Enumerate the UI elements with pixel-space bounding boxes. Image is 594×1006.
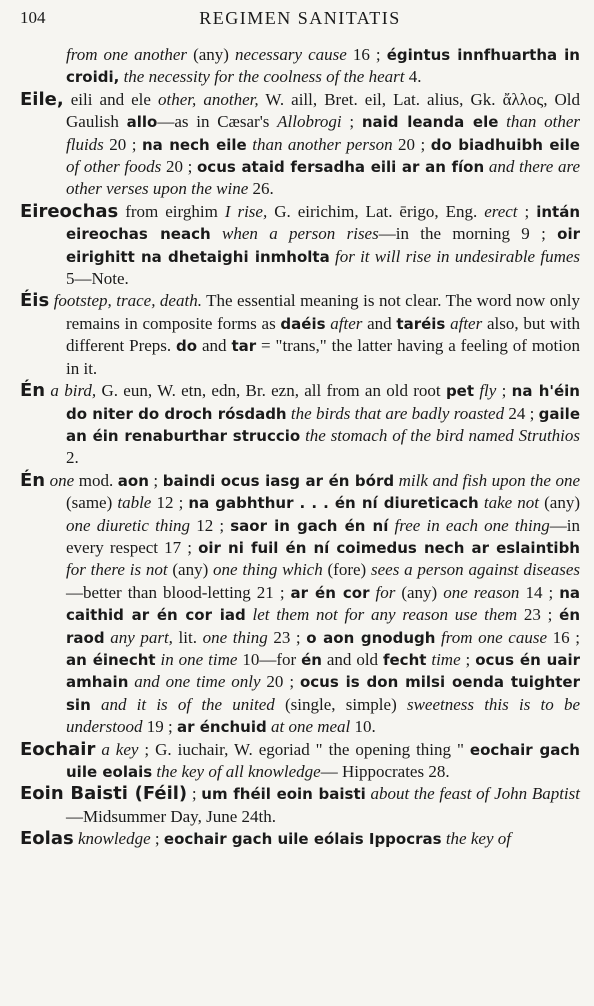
translation: Allobrogi	[277, 112, 342, 132]
running-title: REGIMEN SANITATIS	[199, 8, 401, 28]
text: 24 ;	[504, 403, 539, 423]
text: from	[118, 201, 166, 221]
translation: take not	[483, 493, 540, 513]
text: 10.	[350, 717, 376, 737]
glossary-entries	[20, 44, 580, 851]
text: eirghim	[165, 201, 218, 221]
text: (any)	[539, 493, 580, 513]
translation: for there is not	[66, 560, 168, 580]
translation: when a person rises	[221, 224, 379, 244]
text: and	[197, 336, 232, 356]
translation: for	[375, 582, 396, 602]
text: (any)	[167, 560, 214, 580]
text: 16 ;	[547, 627, 580, 647]
text: 19 ;	[142, 717, 177, 737]
text: ;	[517, 201, 537, 221]
text: ;	[496, 381, 512, 401]
text: G. eirichim, Lat. ērigo, Eng.	[267, 201, 485, 221]
text	[91, 695, 101, 714]
translation: at one meal	[270, 717, 351, 737]
irish-text: na gabhthur . . . én ní diureticach	[188, 494, 479, 513]
translation: and it is of the united	[100, 694, 275, 714]
irish-text: daéis	[280, 314, 326, 333]
text: 12 ;	[190, 515, 231, 535]
irish-text: um fhéil eoin baisti	[201, 785, 366, 804]
irish-text: do	[176, 337, 198, 356]
irish-text: ocus én uair amhain	[66, 650, 580, 692]
translation: the key of	[445, 829, 511, 849]
headword: Éis	[20, 290, 50, 312]
text: 2.	[66, 448, 79, 468]
headword: Eochair	[20, 738, 96, 760]
entry-eochair	[20, 739, 580, 784]
text	[218, 202, 225, 221]
text: also, but with different Preps.	[66, 313, 581, 356]
text: 20 ;	[392, 134, 431, 154]
translation: milk and fish upon the one	[398, 470, 581, 490]
entry-eireochas	[20, 201, 580, 291]
text: ;	[187, 784, 202, 804]
text: G. eun, W. etn, edn, Br. ezn, all from an old root	[96, 381, 446, 401]
irish-text: saor in gach én ní	[230, 516, 389, 535]
headword: Eoin Baisti (Féil)	[20, 783, 188, 805]
page-number: 104	[20, 8, 46, 27]
translation: in one time	[160, 649, 238, 669]
translation: and there are other verses upon the wine	[66, 157, 580, 199]
text: 20 ;	[161, 157, 197, 177]
text: ;	[341, 112, 362, 132]
irish-text: pet	[445, 382, 475, 401]
translation: the key of all knowledge	[156, 762, 321, 781]
entry-eile	[20, 89, 580, 201]
irish-text: an éinecht	[66, 650, 156, 669]
irish-text: oir ni fuil én ní coimedus nech ar eslaintibh	[198, 538, 580, 557]
translation: time	[431, 649, 461, 669]
translation: than another person	[252, 134, 393, 154]
translation: about the feast of John Baptist	[370, 784, 580, 804]
irish-text: na caithid ar én cor iad	[66, 583, 580, 625]
text: —better than blood-letting 21 ;	[66, 582, 291, 602]
text: and old	[321, 649, 383, 669]
translation: knowledge	[77, 829, 151, 849]
text: 20 ;	[260, 672, 300, 692]
text: 26.	[248, 179, 274, 199]
headword: Eile,	[20, 88, 64, 110]
translation: I rise,	[224, 201, 268, 221]
text: lit.	[172, 627, 203, 647]
text: —Midsummer Day, June 24th.	[66, 806, 276, 826]
translation: one thing which	[213, 560, 323, 580]
translation: for it will rise in undesirable fumes	[334, 246, 581, 266]
translation: after	[450, 313, 483, 333]
irish-text: tar	[231, 337, 257, 356]
text: ;	[460, 649, 476, 669]
translation: the birds that are badly roasted	[290, 403, 505, 423]
headword: Eireochas	[20, 200, 119, 222]
text: 14 ;	[519, 582, 560, 602]
translation: a bird,	[50, 381, 97, 401]
translation: footstep, trace, death.	[53, 291, 202, 311]
headword: Eolas	[20, 828, 74, 850]
irish-text: fecht	[382, 650, 427, 669]
translation: after	[330, 313, 363, 333]
irish-text: do biadhuibh eile	[430, 135, 580, 154]
translation: one	[49, 470, 75, 490]
text: 20 ;	[103, 134, 142, 154]
irish-text: intán eireochas neach	[66, 202, 581, 244]
irish-text: én raod	[66, 606, 581, 647]
entry-continuation	[20, 44, 580, 89]
text: 5—Note.	[66, 269, 129, 289]
entry-eolas	[20, 828, 580, 850]
irish-text: o aon gnodugh	[306, 628, 436, 647]
translation: one thing	[202, 627, 268, 647]
irish-text: na nech eile	[141, 135, 247, 154]
irish-text: ar én cor	[290, 583, 370, 602]
text: — Hippocrates 28.	[320, 762, 450, 781]
irish-text: gaile an éin renaburthar struccio	[66, 404, 580, 445]
entry-en-bird	[20, 380, 580, 470]
translation: a key	[101, 739, 139, 759]
entry-en-one	[20, 470, 580, 739]
text: (any)	[187, 45, 236, 64]
text: —in the morning 9 ;	[378, 224, 558, 244]
translation: sees a person against diseases	[371, 560, 580, 580]
headword: Én	[20, 380, 46, 402]
translation: one reason	[443, 582, 520, 602]
irish-text: naid leanda ele	[361, 113, 499, 132]
translation: one diuretic thing	[66, 515, 191, 535]
translation: sweetness this is to be understood	[66, 694, 581, 737]
text: The essential meaning is not clear. The word now only remains in composite forms as	[66, 291, 581, 333]
text: 4.	[404, 67, 422, 87]
text: 23 ;	[517, 605, 560, 625]
text	[211, 224, 222, 243]
irish-text: aon	[117, 471, 149, 490]
translation: and one time only	[134, 672, 261, 692]
translation: from one another	[66, 45, 188, 64]
translation: other, another,	[158, 89, 259, 109]
text: ; G. iuchair, W. egoriad " the opening thing "	[138, 739, 470, 759]
irish-text: na h'éin do niter do droch rósdadh	[66, 382, 580, 423]
irish-text: eochair gach uile eólais Ippocras	[163, 830, 442, 849]
translation: let them not for any reason use them	[252, 605, 518, 625]
irish-text: allo	[126, 113, 158, 132]
irish-text: baindi ocus iasg ar én bórd	[162, 471, 395, 490]
translation: necessary cause	[235, 45, 347, 64]
text: eili and ele	[63, 89, 159, 109]
irish-text: taréis	[396, 314, 446, 333]
translation: any part,	[110, 627, 173, 647]
text: 12 ;	[151, 493, 189, 513]
text: ;	[148, 470, 163, 490]
text: (single, simple)	[274, 694, 407, 714]
irish-text: oir eirighitt na dhetaighi inmholta	[66, 225, 581, 266]
text: W. aill, Bret. eil, Lat. alius, Gk. ἄλλος, Old Gaulish	[66, 89, 581, 132]
text: and	[362, 313, 397, 333]
translation: of other foods	[66, 157, 162, 177]
entry-eis	[20, 290, 580, 380]
text	[498, 112, 506, 131]
text: ;	[150, 829, 164, 849]
text: 10—for	[237, 649, 302, 669]
irish-text: égintus innfhuartha in croidi,	[66, 46, 580, 87]
page-header	[20, 6, 580, 36]
translation: fly	[479, 381, 497, 401]
text: —in every respect 17 ;	[66, 515, 580, 557]
text: —as in Cæsar's	[157, 112, 278, 132]
irish-text: ar énchuid	[176, 718, 267, 737]
translation: free in each one thing	[394, 515, 550, 535]
irish-text: ocus is don milsi oenda tuighter sin	[66, 673, 580, 714]
translation: the stomach of the bird named Struthios	[305, 425, 581, 445]
translation: from one cause	[441, 627, 548, 647]
text: mod.	[74, 470, 118, 490]
translation: than other fluids	[66, 112, 580, 154]
text: 23 ;	[267, 627, 307, 647]
text: = "trans," the latter having a feeling of motion in it.	[66, 336, 581, 378]
irish-text: én	[301, 650, 322, 669]
text: (any)	[395, 582, 444, 602]
text: (fore)	[322, 560, 371, 580]
irish-text: eochair gach uile eolais	[66, 740, 580, 781]
translation: table	[117, 493, 152, 513]
headword: Én	[20, 469, 46, 491]
translation: the necessity for the coolness of the heart	[123, 67, 405, 87]
text: (same)	[66, 493, 118, 513]
text: 16 ;	[346, 45, 387, 64]
translation: erect	[484, 201, 518, 221]
entry-eoin-baisti	[20, 783, 580, 828]
irish-text: ocus ataid fersadha eili ar an fíon	[197, 158, 485, 177]
